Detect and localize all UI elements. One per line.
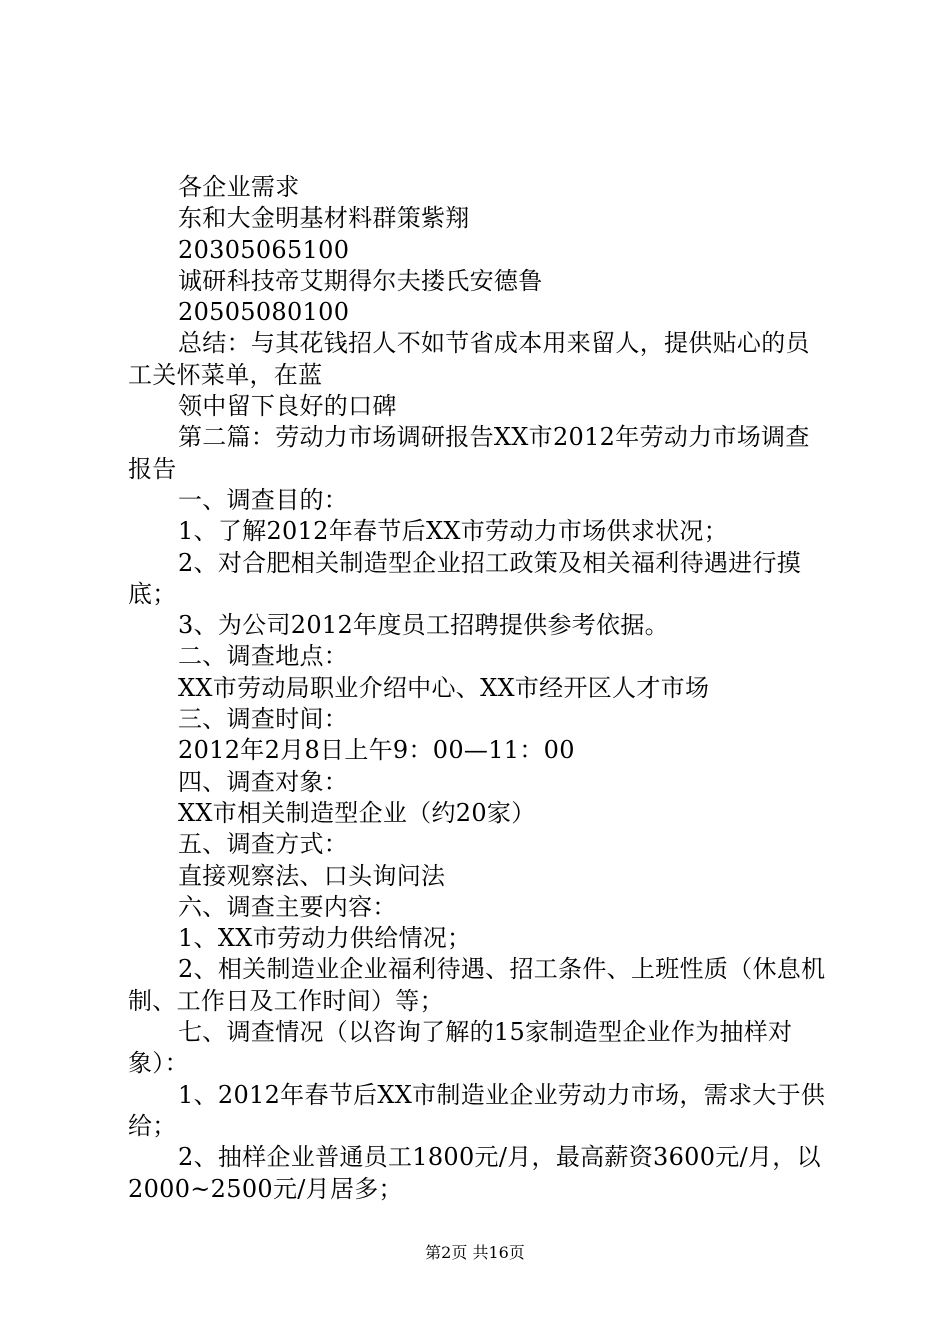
paragraph: 20305065100: [178, 235, 350, 264]
paragraph: 总结：与其花钱招人不如节省成本用来留人，提供贴心的员工关怀菜单，在蓝: [128, 329, 810, 389]
paragraph: XX市相关制造型企业（约20家）: [178, 798, 536, 827]
paragraph: 五、调查方式：: [178, 830, 349, 859]
paragraph: 3、为公司2012年度员工招聘提供参考依据。: [178, 611, 669, 640]
paragraph: XX市劳动局职业介绍中心、XX市经开区人才市场: [178, 673, 710, 702]
paragraph: 2012年2月8日上午9：00—11：00: [178, 736, 575, 765]
paragraph: 直接观察法、口头询问法: [178, 861, 446, 890]
paragraph: 东和大金明基材料群策紫翔: [178, 204, 470, 233]
paragraph: 三、调查时间：: [178, 705, 349, 734]
paragraph: 1、2012年春节后XX市制造业企业劳动力市场，需求大于供给；: [128, 1080, 826, 1140]
paragraph: 2、对合肥相关制造型企业招工政策及相关福利待遇进行摸底；: [128, 548, 802, 608]
paragraph: 2、抽样企业普通员工1800元/月，最高薪资3600元/月，以2000~2500元/月居多；: [128, 1143, 821, 1203]
paragraph: 七、调查情况（以咨询了解的15家制造型企业作为抽样对象）：: [128, 1018, 793, 1078]
page-number-label: 第2页 共16页: [425, 1243, 525, 1262]
paragraph: 一、调查目的：: [178, 485, 349, 514]
paragraph: 20505080100: [178, 298, 350, 327]
page-footer: [0, 1243, 950, 1263]
paragraph: 六、调查主要内容：: [178, 892, 397, 921]
paragraph: 1、XX市劳动力供给情况；: [178, 924, 472, 953]
section-heading: 第二篇：劳动力市场调研报告XX市2012年劳动力市场调查报告: [128, 423, 810, 483]
paragraph: 四、调查对象：: [178, 767, 349, 796]
paragraph: 各企业需求: [178, 173, 300, 201]
paragraph: 二、调查地点：: [178, 642, 349, 671]
document-body: [128, 172, 832, 1205]
paragraph: 诚研科技帝艾期得尔夫搂氏安德鲁: [178, 266, 543, 295]
paragraph: 2、相关制造业企业福利待遇、招工条件、上班性质（休息机制、工作日及工作时间）等；: [128, 955, 826, 1015]
paragraph: 领中留下良好的口碑: [178, 392, 397, 421]
paragraph: 1、了解2012年春节后XX市劳动力市场供求状况；: [178, 517, 729, 546]
